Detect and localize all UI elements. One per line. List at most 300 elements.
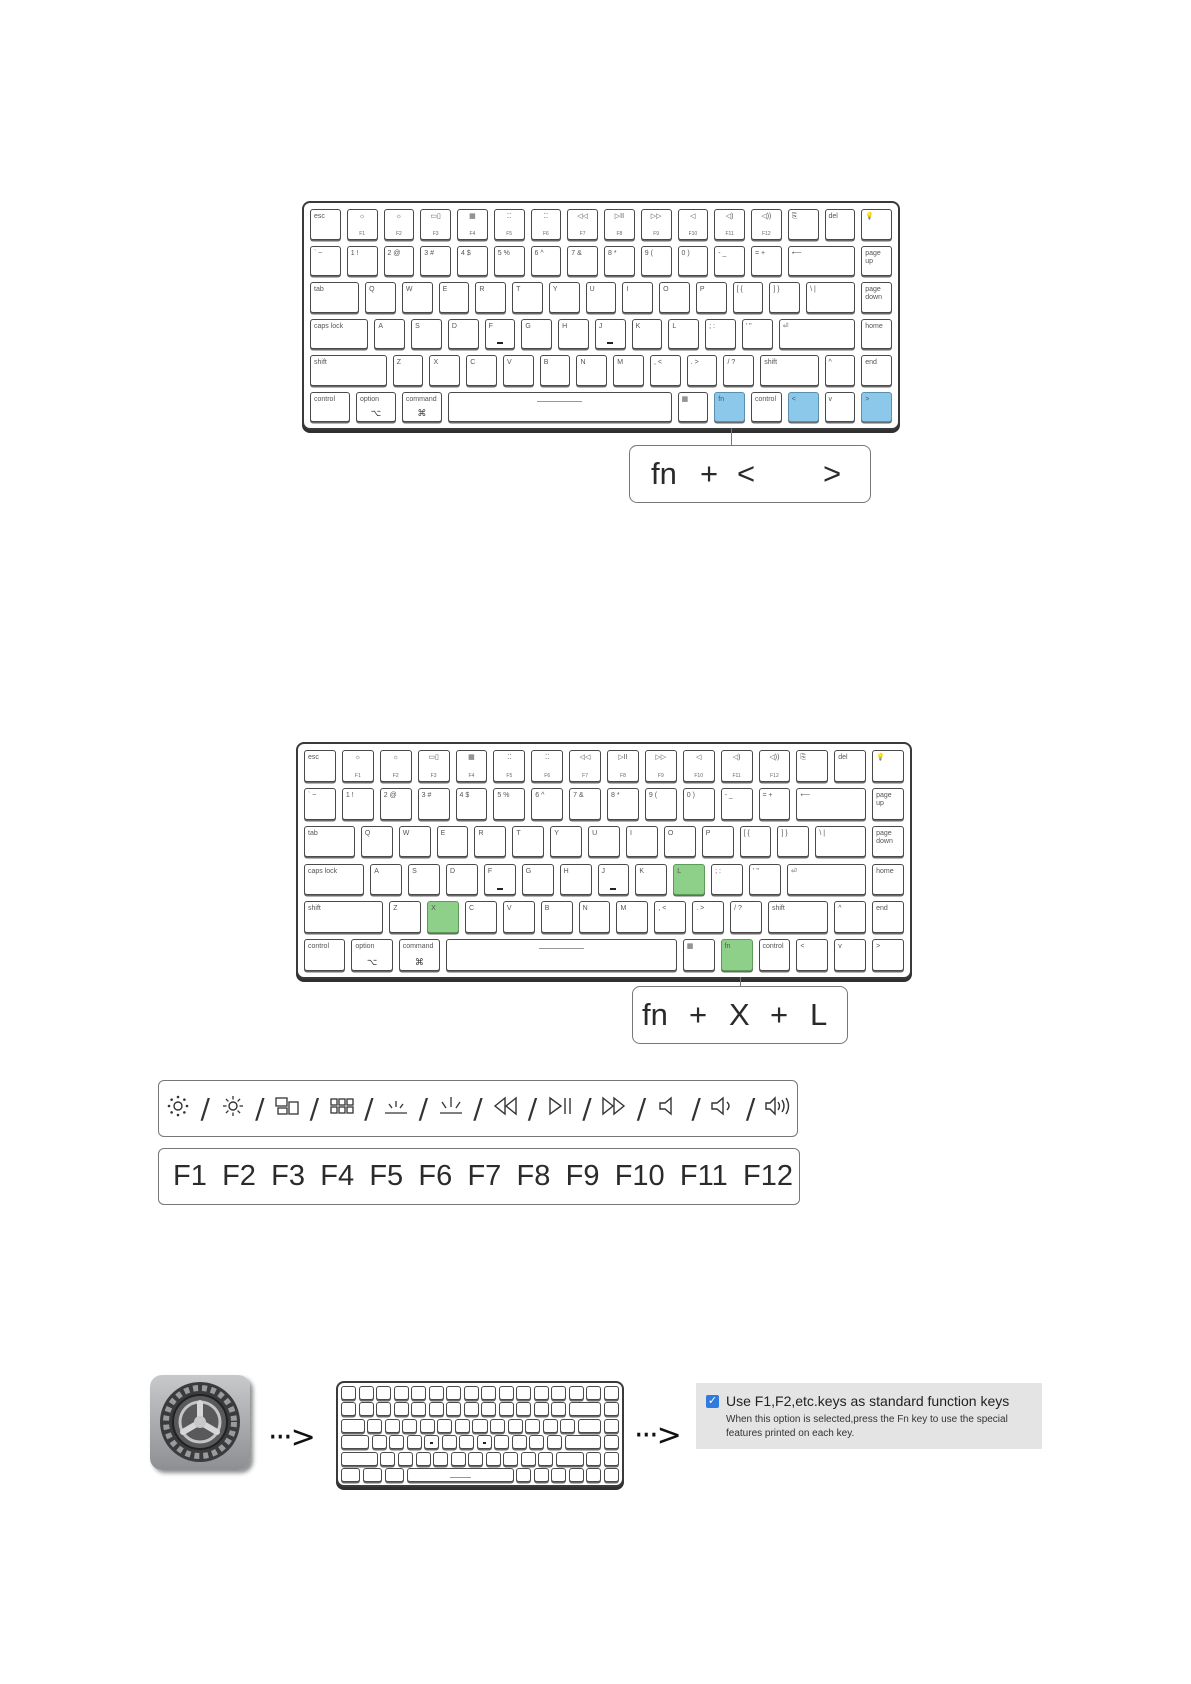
key-symbol bbox=[788, 246, 856, 277]
key-label: X bbox=[431, 905, 436, 913]
key-sublabel: F6 bbox=[544, 772, 551, 779]
key-ii bbox=[607, 750, 639, 782]
key-label: Y bbox=[554, 829, 559, 837]
key-symbol bbox=[569, 750, 601, 782]
key-label: control bbox=[762, 943, 784, 951]
key-symbol bbox=[788, 392, 819, 423]
key-label: , < bbox=[658, 905, 667, 913]
key-symbol bbox=[516, 1386, 531, 1400]
key-d bbox=[407, 1435, 422, 1449]
key-z bbox=[380, 1452, 395, 1466]
key-label: ` ~ bbox=[308, 791, 317, 799]
key-label: ☼ bbox=[395, 213, 403, 220]
key-symbol bbox=[650, 355, 681, 386]
key-v bbox=[503, 901, 535, 933]
key-label: Z bbox=[393, 905, 398, 913]
key-label: 3 # bbox=[421, 791, 432, 799]
callout-left-arrow: < bbox=[737, 456, 756, 491]
key-1 bbox=[342, 788, 374, 820]
key-label: ◁) bbox=[725, 213, 734, 220]
key-label: ⏎ bbox=[790, 867, 797, 875]
key-label: H bbox=[562, 322, 568, 330]
key-symbol bbox=[714, 246, 745, 277]
key-symbol bbox=[787, 864, 866, 896]
key-o bbox=[508, 1419, 523, 1433]
key-caps-lock bbox=[304, 864, 364, 896]
key-symbol bbox=[604, 1386, 619, 1400]
key-a bbox=[374, 319, 405, 350]
callout-fn: fn bbox=[642, 997, 668, 1032]
key-command bbox=[385, 1468, 404, 1482]
key-4 bbox=[456, 788, 488, 820]
key-shift bbox=[760, 355, 818, 386]
key-label: < bbox=[800, 943, 805, 951]
key-label: home bbox=[865, 322, 883, 330]
key-sublabel: F10 bbox=[694, 772, 703, 779]
key-label: P bbox=[699, 286, 705, 293]
key-label: ^ bbox=[828, 359, 832, 366]
key-fn bbox=[534, 1468, 549, 1482]
key-sublabel: ⌘ bbox=[417, 408, 427, 418]
key-f bbox=[484, 864, 516, 896]
key-label: ◁)) bbox=[761, 213, 772, 220]
key-symbol bbox=[872, 750, 904, 782]
key-symbol bbox=[560, 1419, 575, 1433]
key-label: ⏎ bbox=[782, 322, 789, 330]
flow-arrow-icon: ···> bbox=[634, 1418, 680, 1453]
key-label: [ { bbox=[736, 286, 743, 293]
key-sublabel: F8 bbox=[620, 772, 626, 779]
key-symbol bbox=[721, 788, 753, 820]
key-label: U bbox=[592, 829, 598, 837]
key-symbol bbox=[384, 209, 415, 240]
key-5 bbox=[494, 246, 525, 277]
key-label: Y bbox=[552, 286, 558, 293]
checkbox-label: Use F1,F2,etc.keys as standard function keys bbox=[726, 1393, 1010, 1409]
key-m bbox=[613, 355, 644, 386]
key-x bbox=[398, 1452, 413, 1466]
key-a bbox=[370, 864, 402, 896]
key-label: D bbox=[451, 322, 457, 330]
key-p bbox=[702, 826, 734, 858]
key-tab bbox=[310, 282, 359, 313]
fkey-label-f6: F6 bbox=[418, 1160, 453, 1192]
key-label: N bbox=[582, 905, 588, 913]
mute-icon bbox=[656, 1093, 682, 1124]
key-label: 1 ! bbox=[345, 791, 354, 799]
key-label: > bbox=[876, 943, 881, 951]
key-i bbox=[490, 1419, 505, 1433]
backlight-up-icon bbox=[438, 1093, 464, 1124]
key-label: v bbox=[828, 395, 832, 403]
key-fn bbox=[714, 392, 745, 423]
key-label: G bbox=[525, 322, 531, 330]
key-label: Q bbox=[369, 286, 375, 293]
key-symbol bbox=[534, 1402, 549, 1416]
key-label: E bbox=[442, 286, 448, 293]
key-8 bbox=[607, 788, 639, 820]
key-v bbox=[503, 355, 534, 386]
key-label: 2 @ bbox=[387, 249, 401, 257]
key-del bbox=[586, 1386, 601, 1400]
key-label: 0 ) bbox=[681, 249, 690, 257]
key-z bbox=[389, 901, 421, 933]
key-label: fn bbox=[718, 395, 725, 403]
callout-pointer-1 bbox=[731, 428, 732, 446]
key-label: ▭▯ bbox=[430, 213, 441, 220]
media-icons-row bbox=[165, 1081, 791, 1136]
key-symbol bbox=[521, 1452, 536, 1466]
key-symbol bbox=[769, 282, 800, 313]
key-x bbox=[427, 901, 459, 933]
key-m bbox=[486, 1452, 501, 1466]
fkey-label-f11: F11 bbox=[679, 1160, 728, 1192]
key-control bbox=[751, 392, 782, 423]
key-symbol bbox=[446, 1386, 461, 1400]
key-label: ☼ bbox=[392, 754, 399, 761]
key-label: 5 % bbox=[497, 791, 510, 799]
key-sublabel: F12 bbox=[770, 772, 779, 779]
key-n bbox=[579, 901, 611, 933]
key-symbol bbox=[788, 209, 819, 240]
key-label: I bbox=[626, 286, 629, 293]
separator: / bbox=[418, 1092, 429, 1125]
key-option bbox=[363, 1468, 382, 1482]
key-control bbox=[310, 392, 350, 423]
separator: / bbox=[200, 1092, 210, 1125]
key-symbol bbox=[347, 209, 378, 240]
key-s bbox=[408, 864, 440, 896]
key-label: ` ~ bbox=[314, 249, 323, 257]
key-symbol bbox=[861, 392, 892, 423]
key-label: > bbox=[865, 395, 870, 403]
key-label: B bbox=[543, 359, 549, 366]
key-sublabel: F11 bbox=[725, 230, 734, 237]
key-label: ▷▷ bbox=[650, 213, 662, 220]
key-label: A bbox=[374, 867, 379, 875]
key-label: T bbox=[516, 286, 521, 293]
key-label: end bbox=[865, 359, 877, 366]
key-symbol bbox=[692, 901, 724, 933]
key-symbol bbox=[534, 1386, 549, 1400]
key-symbol bbox=[578, 1419, 602, 1433]
key-label: 1 ! bbox=[350, 249, 359, 257]
function-keys-preference-panel bbox=[696, 1383, 1042, 1449]
key-l bbox=[668, 319, 699, 350]
key-caps-lock bbox=[310, 319, 368, 350]
key-sublabel: F9 bbox=[653, 230, 660, 237]
key-space bbox=[448, 392, 672, 423]
key-label: / ? bbox=[727, 359, 736, 366]
key-symbol bbox=[464, 1386, 479, 1400]
key-label: X bbox=[433, 359, 439, 366]
key-2 bbox=[384, 246, 415, 277]
key-label: control bbox=[314, 395, 336, 403]
key-0 bbox=[678, 246, 709, 277]
key-symbol bbox=[687, 355, 718, 386]
key-control bbox=[551, 1468, 566, 1482]
key-sublabel: F4 bbox=[469, 230, 476, 237]
separator: / bbox=[582, 1092, 592, 1125]
key-label: [ { bbox=[743, 829, 750, 837]
key-label: O bbox=[663, 286, 669, 293]
fkey-label-f5: F5 bbox=[369, 1160, 404, 1192]
key-6 bbox=[531, 246, 562, 277]
key-shift bbox=[341, 1452, 378, 1466]
key-sublabel: F2 bbox=[392, 772, 399, 779]
key-symbol bbox=[531, 750, 563, 782]
key-label: ▦ bbox=[468, 754, 475, 761]
next-track-icon bbox=[601, 1093, 627, 1124]
key-symbol bbox=[429, 1386, 444, 1400]
key-label: U bbox=[589, 286, 595, 293]
key-label: ☼ bbox=[358, 213, 366, 220]
key-9 bbox=[499, 1402, 514, 1416]
key-page-down bbox=[861, 282, 892, 313]
key-space bbox=[407, 1468, 514, 1482]
key-shift bbox=[310, 355, 387, 386]
key-label: 2 @ bbox=[383, 791, 397, 799]
key-page-down bbox=[604, 1419, 619, 1433]
key-space bbox=[446, 939, 677, 971]
key-sublabel: ⌥ bbox=[370, 408, 382, 418]
key-u bbox=[472, 1419, 487, 1433]
key-symbol bbox=[394, 1386, 409, 1400]
key-symbol bbox=[457, 209, 488, 240]
key-control bbox=[341, 1468, 360, 1482]
key-symbol bbox=[380, 750, 412, 782]
key-option bbox=[351, 939, 392, 971]
key-command bbox=[402, 392, 442, 423]
key-command bbox=[399, 939, 440, 971]
key-label: 0 ) bbox=[686, 791, 695, 799]
key-h bbox=[459, 1435, 474, 1449]
key-symbol bbox=[529, 1435, 544, 1449]
key-symbol bbox=[376, 1386, 391, 1400]
key-s bbox=[411, 319, 442, 350]
key-caps-lock bbox=[341, 1435, 369, 1449]
key-sublabel: F3 bbox=[432, 230, 439, 237]
key-0 bbox=[683, 788, 715, 820]
key-symbol bbox=[310, 246, 341, 277]
key-h bbox=[560, 864, 592, 896]
key-symbol bbox=[456, 750, 488, 782]
key-symbol bbox=[723, 355, 754, 386]
separator: / bbox=[527, 1092, 538, 1125]
key-label: ⁚⁚ bbox=[543, 213, 549, 220]
key-sublabel: F5 bbox=[506, 230, 513, 237]
key-label: , < bbox=[653, 359, 662, 366]
key-3 bbox=[418, 788, 450, 820]
key-label: P bbox=[705, 829, 711, 837]
key-label: S bbox=[415, 322, 420, 330]
key-symbol bbox=[733, 282, 764, 313]
volume-up-icon bbox=[765, 1093, 791, 1124]
key-label: 9 ( bbox=[644, 249, 653, 257]
key-label: v bbox=[838, 943, 842, 951]
keyboard-thumbnail bbox=[336, 1381, 624, 1487]
key-combo-callout-1 bbox=[629, 445, 871, 503]
play-pause-icon bbox=[547, 1093, 573, 1124]
key-home bbox=[604, 1435, 619, 1449]
key-label: C bbox=[470, 359, 476, 366]
key-label: - _ bbox=[724, 791, 733, 799]
key-label: ⁚⁚ bbox=[544, 754, 550, 761]
key-label: caps lock bbox=[308, 867, 338, 875]
key-v bbox=[586, 1468, 601, 1482]
separator: / bbox=[745, 1092, 756, 1125]
key-label: ⁚⁚ bbox=[506, 213, 512, 220]
key-sublabel: ⌥ bbox=[366, 956, 378, 967]
key-label: ⎘ bbox=[800, 754, 806, 761]
key-v bbox=[834, 939, 866, 971]
key-page-up bbox=[872, 788, 904, 820]
backlight-down-icon bbox=[383, 1093, 409, 1124]
key-sublabel: F4 bbox=[468, 772, 475, 779]
fkey-label-f8: F8 bbox=[516, 1160, 551, 1192]
key-shift bbox=[556, 1452, 584, 1466]
key-symbol bbox=[711, 864, 743, 896]
key-label: page down bbox=[865, 286, 882, 301]
key-symbol bbox=[705, 319, 736, 350]
key-label: ◁)) bbox=[769, 754, 780, 761]
key-label: - _ bbox=[718, 249, 727, 257]
key-symbol bbox=[678, 209, 709, 240]
fkey-label-f1: F1 bbox=[173, 1160, 207, 1192]
key-label: fn bbox=[724, 943, 731, 951]
key-label: control bbox=[755, 395, 777, 403]
key-sublabel: F2 bbox=[395, 230, 402, 237]
key-4 bbox=[411, 1402, 426, 1416]
key-sublabel: F12 bbox=[762, 230, 771, 237]
key-label: shift bbox=[314, 359, 327, 366]
key-label: ▷II bbox=[614, 213, 625, 220]
key-b bbox=[451, 1452, 466, 1466]
key-label: esc bbox=[314, 213, 325, 220]
key-label: ◁ bbox=[695, 754, 702, 761]
fkey-label-f2: F2 bbox=[222, 1160, 256, 1192]
key-symbol bbox=[654, 901, 686, 933]
fkey-label-f12: F12 bbox=[742, 1160, 793, 1192]
volume-down-icon bbox=[710, 1093, 736, 1124]
key-symbol bbox=[751, 246, 782, 277]
key-r bbox=[474, 826, 506, 858]
key-symbol bbox=[683, 939, 715, 971]
key-label: M bbox=[617, 359, 624, 366]
key-sublabel: F7 bbox=[579, 230, 586, 237]
key-5 bbox=[429, 1402, 444, 1416]
key-label: ; : bbox=[709, 322, 715, 330]
key-option bbox=[356, 392, 396, 423]
key-3 bbox=[420, 246, 451, 277]
key-label: ▦ bbox=[686, 943, 694, 951]
key-w bbox=[385, 1419, 400, 1433]
standard-function-keys-checkbox[interactable]: ✓ bbox=[707, 1395, 718, 1407]
key-tab bbox=[341, 1419, 365, 1433]
fkey-label-f4: F4 bbox=[320, 1160, 355, 1192]
key-r bbox=[475, 282, 506, 313]
key-label: 6 ^ bbox=[535, 791, 545, 799]
key-9 bbox=[645, 788, 677, 820]
key-label: J bbox=[601, 867, 606, 875]
key-page-down bbox=[872, 826, 904, 858]
key-label: shift bbox=[308, 905, 321, 913]
key-label: N bbox=[580, 359, 586, 366]
key-label: K bbox=[639, 867, 645, 875]
key-label: = + bbox=[762, 791, 773, 799]
separator: / bbox=[473, 1092, 483, 1125]
key-label: G bbox=[525, 867, 532, 875]
key-esc bbox=[341, 1386, 356, 1400]
key-d bbox=[448, 319, 479, 350]
key-a bbox=[372, 1435, 387, 1449]
key-esc bbox=[310, 209, 341, 240]
key-label: W bbox=[402, 829, 410, 837]
key-label: 💡 bbox=[876, 754, 885, 761]
key-symbol bbox=[749, 864, 781, 896]
key-label: page up bbox=[876, 791, 892, 807]
key-sublabel: F11 bbox=[732, 772, 741, 779]
key-label: < bbox=[791, 395, 796, 403]
key-symbol bbox=[730, 901, 762, 933]
key-h bbox=[558, 319, 589, 350]
key-combo-callout-2 bbox=[632, 986, 848, 1044]
key-j bbox=[477, 1435, 492, 1449]
key-l bbox=[512, 1435, 527, 1449]
key-label: A bbox=[378, 322, 383, 330]
key-symbol bbox=[420, 209, 451, 240]
key-symbol bbox=[551, 1402, 566, 1416]
key-5 bbox=[493, 788, 525, 820]
key-label: control bbox=[308, 943, 330, 951]
key-1 bbox=[347, 246, 378, 277]
key-f bbox=[485, 319, 516, 350]
key-n bbox=[576, 355, 607, 386]
function-keys-legend bbox=[158, 1148, 800, 1205]
key-home bbox=[872, 864, 904, 896]
key-symbol bbox=[494, 209, 525, 240]
key-label: C bbox=[468, 905, 475, 913]
key-9 bbox=[641, 246, 672, 277]
key-label: R bbox=[479, 286, 485, 293]
key-symbol bbox=[411, 1386, 426, 1400]
key-e bbox=[402, 1419, 417, 1433]
key-label: ] } bbox=[781, 829, 788, 837]
key-k bbox=[494, 1435, 509, 1449]
callout-x: X bbox=[729, 997, 750, 1032]
key-tab bbox=[304, 826, 355, 858]
key-sublabel: F10 bbox=[688, 230, 698, 237]
key-symbol bbox=[531, 209, 562, 240]
key-ii bbox=[604, 209, 635, 240]
key-symbol bbox=[359, 1386, 374, 1400]
key-label: 5 % bbox=[497, 249, 510, 257]
key-4 bbox=[457, 246, 488, 277]
key-end bbox=[872, 901, 904, 933]
key-label: 7 & bbox=[573, 791, 584, 799]
key-symbol bbox=[567, 209, 598, 240]
key-symbol bbox=[742, 319, 773, 350]
key-7 bbox=[464, 1402, 479, 1416]
key-i bbox=[626, 826, 658, 858]
key-label: = + bbox=[755, 249, 766, 257]
key-0 bbox=[516, 1402, 531, 1416]
key-label: ◁ bbox=[690, 213, 696, 220]
key-del bbox=[834, 750, 866, 782]
key-label: V bbox=[506, 905, 512, 913]
key-symbol bbox=[645, 750, 677, 782]
key-symbol bbox=[586, 1452, 601, 1466]
